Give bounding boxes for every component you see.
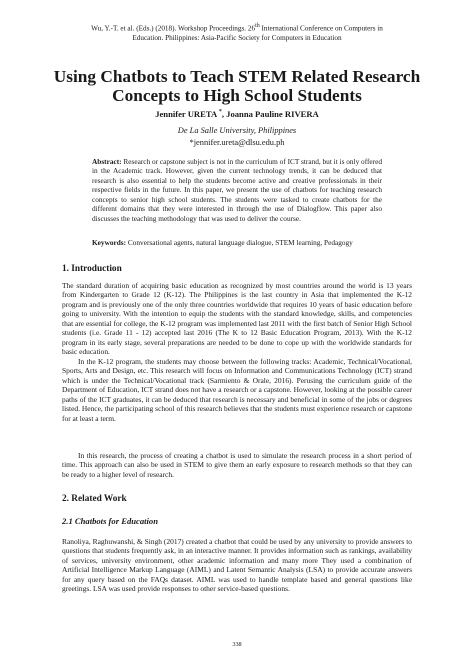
affiliation: De La Salle University, Philippines — [177, 126, 297, 135]
section-heading-introduction: 1. Introduction — [62, 264, 122, 274]
paper-title: Using Chatbots to Teach STEM Related Research Concepts to High School Students — [53, 67, 421, 105]
abstract-label: Abstract: — [92, 157, 122, 166]
author-first: Jennifer URETA — [155, 108, 217, 119]
header-line1-prefix: Wu, Y.-T. et al. (Eds.) (2018). Workshop Proceedings. 26 — [91, 24, 256, 33]
header-line1-suffix: International Conference on Computers in — [259, 24, 383, 33]
abstract-text: Research or capstone subject is not in the curriculum of ICT strand, but it is only offered in the Academic track. However, given the current technology trends, it can be deduced that research is also essential to help the students become active and creative professionals in their respective fields in the future. In this paper, we present the use of chatbots for teaching research concepts to senior high school students. The students were tasked to create chatbots for the different domains that they were interested in through the use of Dialogflow. This paper also discusses the teaching methodology that was used to deliver the course. — [92, 157, 382, 223]
author-first-mark: * — [218, 109, 222, 115]
header-line2: Education. Philippines: Asia-Pacific Society for Computers in Education — [132, 33, 342, 42]
subsection-heading-chatbots-education: 2.1 Chatbots for Education — [62, 516, 158, 526]
author-separator: , — [221, 108, 227, 119]
keywords-label: Keywords: — [92, 238, 127, 247]
section-heading-related-work: 2. Related Work — [62, 494, 127, 504]
intro-paragraph-3: In this research, the process of creating a chatbot is used to simulate the research process in a short period of time. This approach can also be used in STEM to give them an early exposure to research methods so that they can be ready to a higher level of research. — [62, 451, 412, 479]
page-number: 338 — [232, 641, 242, 648]
abstract — [92, 157, 382, 223]
header-line1-sup: th — [255, 23, 260, 29]
related-paragraph-1: Ranoliya, Raghuwanshi, & Singh (2017) created a chatbot that could be used by any university to provide answers to questions that students frequently ask, in an interactive manner. It provides information such as rankings, availability of services, university environment, other academic information and many more They used a combination of Artificial Intelligence Markup Language (AIML) and Latent Semantic Analysis (LSA) to provide accurate answers for any query based on the FAQs dataset. AIML was used to handle template based and general questions like greetings. LSA was used provide responses to other service-based questions. — [62, 537, 412, 594]
keywords-text: Conversational agents, natural language dialogue, STEM learning, Pedagogy — [126, 238, 353, 247]
keywords — [92, 238, 382, 247]
intro-paragraph-2: In the K-12 program, the students may choose between the following tracks: Academic, Technical/Vocational, Sports, Arts and Design, etc. This research will focus on Information and Communications Technology (ICT) strand which is under the Technical/Vocational track (Sarmiento & Orale, 2016). Perusing the curriculum guide of the Department of Education, ICT strand does not have a research or a capstone. However, looking at the possible career paths of the ICT graduates, it can be deduced that research is necessary and beneficial in some of the jobs or degrees listed. Hence, the participating school of this research believes that the students must experience research or capstone for at least a term. — [62, 357, 412, 423]
author-second: Joanna Pauline RIVERA — [226, 108, 319, 119]
author-line — [40, 107, 434, 120]
author-email[interactable]: *jennifer.ureta@dlsu.edu.ph — [189, 138, 285, 147]
proceedings-header — [60, 22, 414, 43]
intro-paragraph-1: The standard duration of acquiring basic education as recognized by most countries around the world is 13 years from Kindergarten to Grade 12 (K-12). The Philippines is the last country in Asia that implemented the K-12 program and is previously one of the only three countries worldwide that requires 10 years of basic education before going to university. With the intention to equip the students with the standard knowledge, skills, and competencies that are essential for college, the K-12 program was implemented last 2011 with the first batch of Senior High School students (i.e. Grade 11 - 12) accepted last 2016 (The K to 12 Basic Education Program, 2013). With the K-12 program in its early stage, several preparations are needed to be done to cope up with the worldwide standards for basic education. — [62, 281, 412, 357]
